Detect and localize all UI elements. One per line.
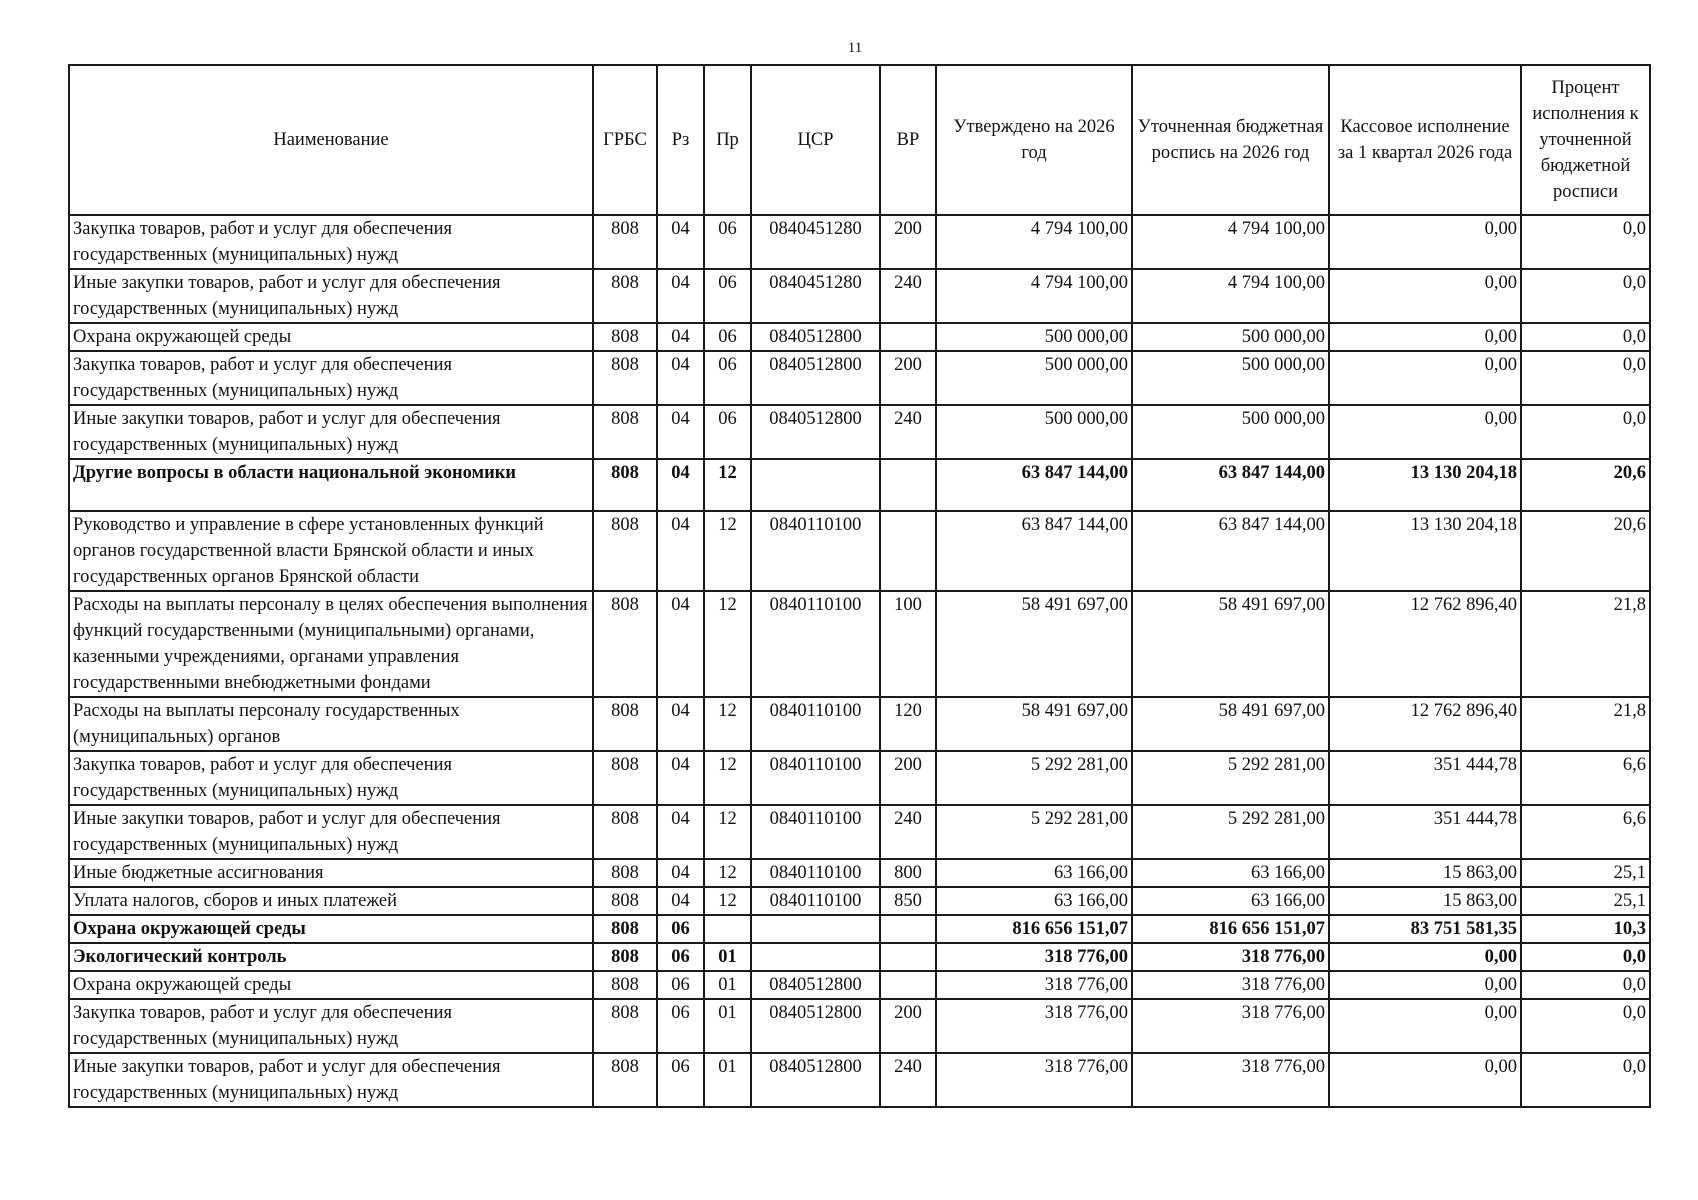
cell-vr [880, 459, 936, 511]
cell-percent: 6,6 [1521, 751, 1650, 805]
cell-cash: 15 863,00 [1329, 887, 1521, 915]
table-row [69, 751, 1650, 805]
cell-rz: 06 [657, 1053, 704, 1107]
cell-grbs: 808 [593, 511, 657, 591]
cell-grbs: 808 [593, 697, 657, 751]
cell-percent: 21,8 [1521, 591, 1650, 697]
cell-name: Иные закупки товаров, работ и услуг для обеспечения государственных (муниципальных) нужд [69, 405, 593, 459]
cell-vr [880, 915, 936, 943]
cell-grbs: 808 [593, 215, 657, 269]
table-row [69, 459, 1650, 511]
cell-rz: 06 [657, 999, 704, 1053]
cell-pr: 06 [704, 269, 751, 323]
cell-rz: 06 [657, 915, 704, 943]
cell-name: Иные закупки товаров, работ и услуг для обеспечения государственных (муниципальных) нужд [69, 269, 593, 323]
header-csr: ЦСР [751, 65, 880, 215]
cell-approved: 58 491 697,00 [936, 591, 1132, 697]
cell-vr: 200 [880, 351, 936, 405]
cell-cash: 12 762 896,40 [1329, 697, 1521, 751]
cell-vr [880, 971, 936, 999]
table-header-row [69, 65, 1650, 215]
cell-percent: 0,0 [1521, 323, 1650, 351]
cell-approved: 58 491 697,00 [936, 697, 1132, 751]
cell-name: Руководство и управление в сфере установленных функций органов государственной власти Брянской области и иных государственных органов Брянской области [69, 511, 593, 591]
cell-csr: 0840110100 [751, 751, 880, 805]
cell-csr: 0840110100 [751, 511, 880, 591]
cell-csr [751, 943, 880, 971]
cell-vr: 120 [880, 697, 936, 751]
cell-grbs: 808 [593, 887, 657, 915]
cell-name: Охрана окружающей среды [69, 915, 593, 943]
cell-percent: 0,0 [1521, 999, 1650, 1053]
cell-grbs: 808 [593, 405, 657, 459]
cell-name: Экологический контроль [69, 943, 593, 971]
cell-vr: 240 [880, 1053, 936, 1107]
cell-grbs: 808 [593, 351, 657, 405]
cell-cash: 0,00 [1329, 351, 1521, 405]
cell-grbs: 808 [593, 459, 657, 511]
header-percent: Процент исполнения к уточненной бюджетной росписи [1521, 65, 1650, 215]
cell-revised: 500 000,00 [1132, 405, 1329, 459]
table-row [69, 511, 1650, 591]
cell-percent: 0,0 [1521, 215, 1650, 269]
cell-vr [880, 511, 936, 591]
cell-vr: 240 [880, 805, 936, 859]
cell-grbs: 808 [593, 971, 657, 999]
cell-vr [880, 943, 936, 971]
cell-rz: 04 [657, 351, 704, 405]
header-vr: ВР [880, 65, 936, 215]
cell-percent: 21,8 [1521, 697, 1650, 751]
cell-cash: 13 130 204,18 [1329, 459, 1521, 511]
cell-pr: 01 [704, 971, 751, 999]
table-row [69, 323, 1650, 351]
cell-approved: 500 000,00 [936, 405, 1132, 459]
cell-revised: 4 794 100,00 [1132, 269, 1329, 323]
cell-approved: 5 292 281,00 [936, 751, 1132, 805]
cell-revised: 63 166,00 [1132, 859, 1329, 887]
cell-vr: 240 [880, 405, 936, 459]
table-row [69, 697, 1650, 751]
cell-grbs: 808 [593, 999, 657, 1053]
cell-percent: 20,6 [1521, 511, 1650, 591]
cell-name: Закупка товаров, работ и услуг для обеспечения государственных (муниципальных) нужд [69, 999, 593, 1053]
cell-pr [704, 915, 751, 943]
table-row [69, 859, 1650, 887]
cell-csr [751, 915, 880, 943]
header-rz: Рз [657, 65, 704, 215]
cell-percent: 0,0 [1521, 405, 1650, 459]
cell-cash: 0,00 [1329, 1053, 1521, 1107]
cell-rz: 04 [657, 405, 704, 459]
cell-rz: 04 [657, 269, 704, 323]
cell-rz: 04 [657, 887, 704, 915]
cell-vr [880, 323, 936, 351]
cell-approved: 318 776,00 [936, 999, 1132, 1053]
cell-percent: 25,1 [1521, 887, 1650, 915]
cell-csr: 0840110100 [751, 859, 880, 887]
cell-csr: 0840110100 [751, 591, 880, 697]
cell-name: Охрана окружающей среды [69, 323, 593, 351]
cell-rz: 04 [657, 697, 704, 751]
cell-pr: 01 [704, 999, 751, 1053]
cell-revised: 58 491 697,00 [1132, 697, 1329, 751]
cell-rz: 06 [657, 943, 704, 971]
budget-table [68, 64, 1651, 1108]
cell-percent: 6,6 [1521, 805, 1650, 859]
cell-pr: 06 [704, 351, 751, 405]
table-row [69, 215, 1650, 269]
cell-percent: 0,0 [1521, 1053, 1650, 1107]
page-number: 11 [847, 40, 863, 56]
cell-rz: 04 [657, 511, 704, 591]
cell-csr: 0840512800 [751, 405, 880, 459]
cell-revised: 318 776,00 [1132, 999, 1329, 1053]
header-cash: Кассовое исполнение за 1 квартал 2026 года [1329, 65, 1521, 215]
cell-name: Закупка товаров, работ и услуг для обеспечения государственных (муниципальных) нужд [69, 351, 593, 405]
cell-cash: 83 751 581,35 [1329, 915, 1521, 943]
cell-grbs: 808 [593, 915, 657, 943]
table-row [69, 269, 1650, 323]
cell-vr: 200 [880, 215, 936, 269]
table-row [69, 999, 1650, 1053]
cell-pr: 12 [704, 859, 751, 887]
cell-revised: 318 776,00 [1132, 971, 1329, 999]
cell-vr: 240 [880, 269, 936, 323]
cell-revised: 63 166,00 [1132, 887, 1329, 915]
cell-vr: 100 [880, 591, 936, 697]
cell-name: Иные закупки товаров, работ и услуг для обеспечения государственных (муниципальных) нужд [69, 1053, 593, 1107]
cell-percent: 0,0 [1521, 351, 1650, 405]
cell-pr: 06 [704, 215, 751, 269]
cell-csr: 0840451280 [751, 215, 880, 269]
cell-csr: 0840110100 [751, 887, 880, 915]
cell-pr: 12 [704, 459, 751, 511]
cell-rz: 04 [657, 459, 704, 511]
cell-revised: 4 794 100,00 [1132, 215, 1329, 269]
cell-percent: 0,0 [1521, 269, 1650, 323]
cell-csr: 0840451280 [751, 269, 880, 323]
cell-approved: 500 000,00 [936, 351, 1132, 405]
table-row [69, 405, 1650, 459]
cell-cash: 13 130 204,18 [1329, 511, 1521, 591]
cell-csr: 0840512800 [751, 323, 880, 351]
table-row [69, 943, 1650, 971]
cell-pr: 12 [704, 887, 751, 915]
table-row [69, 971, 1650, 999]
cell-csr [751, 459, 880, 511]
cell-name: Охрана окружающей среды [69, 971, 593, 999]
cell-name: Расходы на выплаты персоналу государственных (муниципальных) органов [69, 697, 593, 751]
cell-grbs: 808 [593, 805, 657, 859]
cell-csr: 0840512800 [751, 351, 880, 405]
cell-pr: 01 [704, 1053, 751, 1107]
cell-pr: 12 [704, 805, 751, 859]
cell-name: Закупка товаров, работ и услуг для обеспечения государственных (муниципальных) нужд [69, 751, 593, 805]
cell-cash: 0,00 [1329, 405, 1521, 459]
cell-rz: 06 [657, 971, 704, 999]
cell-approved: 500 000,00 [936, 323, 1132, 351]
cell-approved: 318 776,00 [936, 971, 1132, 999]
cell-approved: 4 794 100,00 [936, 215, 1132, 269]
cell-pr: 06 [704, 323, 751, 351]
header-pr: Пр [704, 65, 751, 215]
cell-pr: 12 [704, 511, 751, 591]
cell-revised: 5 292 281,00 [1132, 751, 1329, 805]
cell-revised: 500 000,00 [1132, 323, 1329, 351]
cell-revised: 318 776,00 [1132, 943, 1329, 971]
cell-grbs: 808 [593, 269, 657, 323]
cell-percent: 20,6 [1521, 459, 1650, 511]
cell-rz: 04 [657, 591, 704, 697]
cell-cash: 12 762 896,40 [1329, 591, 1521, 697]
cell-percent: 25,1 [1521, 859, 1650, 887]
cell-name: Иные закупки товаров, работ и услуг для обеспечения государственных (муниципальных) нужд [69, 805, 593, 859]
cell-name: Другие вопросы в области национальной экономики [69, 459, 593, 511]
cell-percent: 0,0 [1521, 971, 1650, 999]
cell-name: Иные бюджетные ассигнования [69, 859, 593, 887]
cell-csr: 0840512800 [751, 971, 880, 999]
cell-csr: 0840110100 [751, 805, 880, 859]
table-row [69, 591, 1650, 697]
cell-percent: 10,3 [1521, 915, 1650, 943]
cell-approved: 63 847 144,00 [936, 511, 1132, 591]
cell-rz: 04 [657, 323, 704, 351]
cell-revised: 816 656 151,07 [1132, 915, 1329, 943]
cell-revised: 5 292 281,00 [1132, 805, 1329, 859]
cell-pr: 12 [704, 591, 751, 697]
cell-revised: 63 847 144,00 [1132, 459, 1329, 511]
cell-pr: 12 [704, 751, 751, 805]
header-approved: Утверждено на 2026 год [936, 65, 1132, 215]
header-name: Наименование [69, 65, 593, 215]
cell-grbs: 808 [593, 323, 657, 351]
table-row [69, 887, 1650, 915]
cell-vr: 200 [880, 999, 936, 1053]
cell-approved: 63 847 144,00 [936, 459, 1132, 511]
cell-cash: 0,00 [1329, 215, 1521, 269]
table-row [69, 1053, 1650, 1107]
cell-vr: 800 [880, 859, 936, 887]
cell-cash: 351 444,78 [1329, 805, 1521, 859]
cell-vr: 850 [880, 887, 936, 915]
cell-approved: 816 656 151,07 [936, 915, 1132, 943]
header-revised: Уточненная бюджетная роспись на 2026 год [1132, 65, 1329, 215]
cell-cash: 351 444,78 [1329, 751, 1521, 805]
cell-percent: 0,0 [1521, 943, 1650, 971]
cell-rz: 04 [657, 805, 704, 859]
cell-csr: 0840110100 [751, 697, 880, 751]
table-row [69, 915, 1650, 943]
cell-rz: 04 [657, 215, 704, 269]
cell-grbs: 808 [593, 591, 657, 697]
cell-vr: 200 [880, 751, 936, 805]
cell-rz: 04 [657, 751, 704, 805]
cell-grbs: 808 [593, 751, 657, 805]
cell-approved: 4 794 100,00 [936, 269, 1132, 323]
cell-approved: 318 776,00 [936, 943, 1132, 971]
cell-csr: 0840512800 [751, 999, 880, 1053]
cell-cash: 0,00 [1329, 943, 1521, 971]
cell-rz: 04 [657, 859, 704, 887]
cell-pr: 12 [704, 697, 751, 751]
cell-grbs: 808 [593, 859, 657, 887]
cell-approved: 63 166,00 [936, 887, 1132, 915]
cell-name: Уплата налогов, сборов и иных платежей [69, 887, 593, 915]
cell-revised: 500 000,00 [1132, 351, 1329, 405]
cell-revised: 318 776,00 [1132, 1053, 1329, 1107]
cell-approved: 5 292 281,00 [936, 805, 1132, 859]
cell-approved: 63 166,00 [936, 859, 1132, 887]
cell-cash: 0,00 [1329, 269, 1521, 323]
cell-cash: 0,00 [1329, 971, 1521, 999]
cell-approved: 318 776,00 [936, 1053, 1132, 1107]
cell-revised: 63 847 144,00 [1132, 511, 1329, 591]
cell-grbs: 808 [593, 1053, 657, 1107]
cell-grbs: 808 [593, 943, 657, 971]
cell-pr: 06 [704, 405, 751, 459]
cell-cash: 0,00 [1329, 323, 1521, 351]
table-body [69, 215, 1650, 1107]
table-row [69, 805, 1650, 859]
cell-cash: 15 863,00 [1329, 859, 1521, 887]
cell-revised: 58 491 697,00 [1132, 591, 1329, 697]
header-grbs: ГРБС [593, 65, 657, 215]
cell-pr: 01 [704, 943, 751, 971]
cell-cash: 0,00 [1329, 999, 1521, 1053]
cell-csr: 0840512800 [751, 1053, 880, 1107]
cell-name: Расходы на выплаты персоналу в целях обеспечения выполнения функций государственными (муниципальными) органами, казенными учреждениями, органами управления государственными внебюджетными фондами [69, 591, 593, 697]
table-row [69, 351, 1650, 405]
cell-name: Закупка товаров, работ и услуг для обеспечения государственных (муниципальных) нужд [69, 215, 593, 269]
